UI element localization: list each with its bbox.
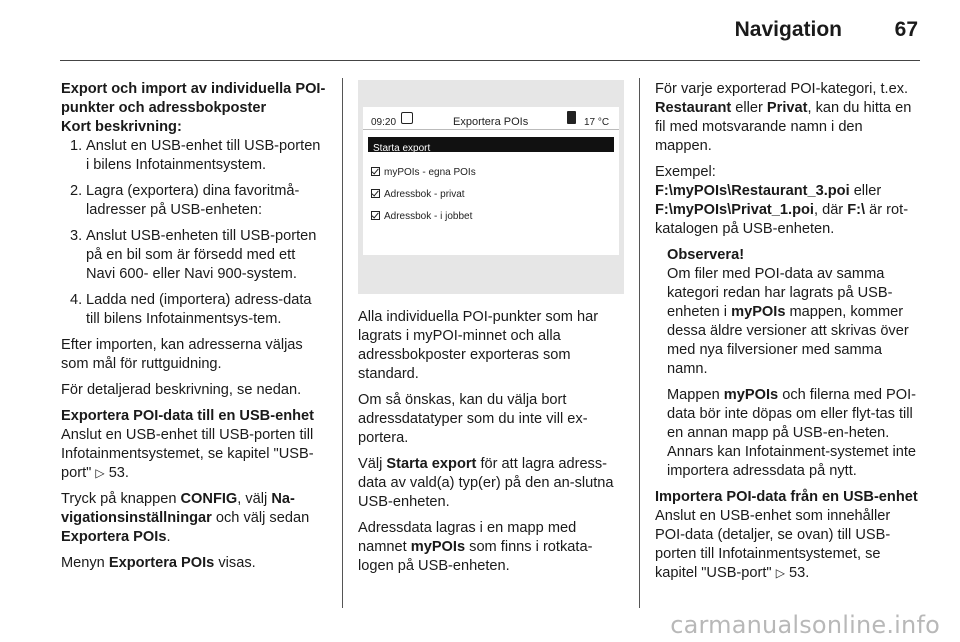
menu-item-address-work[interactable]: Adressbok - i jobbet xyxy=(371,207,472,226)
note-title: Observera! xyxy=(667,247,745,263)
steps-list xyxy=(61,137,326,329)
checkbox-checked-icon xyxy=(371,167,380,176)
paragraph: Alla individuella POI-punkter som har lagrats i myPOI-minnet och alla adressbokposter exporteras som standard. xyxy=(358,309,599,382)
page-reference[interactable]: 53. xyxy=(108,465,129,481)
page-number: 67 xyxy=(894,18,918,41)
column-left xyxy=(61,80,326,580)
infotainment-screen xyxy=(363,107,619,255)
page-reference[interactable]: 53. xyxy=(788,565,810,581)
menu-item-start-export[interactable]: Starta export xyxy=(368,137,614,152)
list-item: 3. Anslut USB-enheten till USB-porten på en bil som är försedd med ett Navi 600- eller Navi 900-system. xyxy=(70,228,317,282)
screen-status-bar xyxy=(363,107,619,130)
paragraph: Anslut en USB-enhet till USB-porten till Infotainmentsystemet, se kapitel "USB-port" ▷ 53. xyxy=(61,427,314,481)
section-title: Navigation xyxy=(734,18,842,41)
screen-title: Exportera POIs xyxy=(453,116,529,128)
paragraph: Mappen myPOIs och filerna med POI-data bör inte döpas om eller flyt-tas till en annan mapp på USB-en-heten. Annars kan Infotainment-systemet inte importera adressdata på nytt. xyxy=(667,387,917,479)
column-right xyxy=(655,80,923,590)
heading-import-usb: Importera POI-data från en USB-enhet xyxy=(655,489,918,505)
paragraph: Välj Starta export för att lagra adress-data av vald(a) typ(er) på den an-slutna USB-enheten. xyxy=(358,456,614,510)
list-item: 2. Lagra (exportera) dina favoritmå-ladresser på USB-enheten: xyxy=(70,183,300,218)
paragraph: Om filer med POI-data av samma kategori redan har lagrats på USB-enheten i myPOIs mappen, kommer dessa äldre versioner att skrivas över med nya filversioner med samma namn. xyxy=(667,266,909,377)
list-item: 1. Anslut en USB-enhet till USB-porten i bilens Infotainmentsystem. xyxy=(70,138,321,173)
column-divider xyxy=(342,78,343,608)
paragraph: Anslut en USB-enhet som innehåller POI-data (detaljer, se ovan) till USB-porten till Infotainmentsystemet, se kapitel "USB-port" ▷ 53. xyxy=(655,508,891,581)
clock-icon xyxy=(401,112,413,124)
page-reference-icon: ▷ xyxy=(95,466,105,480)
note-box xyxy=(655,246,923,481)
page-reference-icon: ▷ xyxy=(775,566,785,580)
heading-export-usb: Exportera POI-data till en USB-enhet xyxy=(61,408,315,424)
column-divider xyxy=(639,78,640,608)
paragraph: Efter importen, kan adresserna väljas som mål för ruttguidning. xyxy=(61,337,303,372)
paragraph: För detaljerad beskrivning, se nedan. xyxy=(61,382,302,398)
menu-item-address-private[interactable]: Adressbok - privat xyxy=(371,185,465,204)
paragraph: För varje exporterad POI-kategori, t.ex. Restaurant eller Privat, kan du hitta en fil med motsvarande namn i den mappen. xyxy=(655,81,912,154)
checkbox-checked-icon xyxy=(371,211,380,220)
paragraph: Om så önskas, kan du välja bort adressdatatyper som du inte vill ex-portera. xyxy=(358,392,588,446)
menu-item-mypois[interactable]: myPOIs - egna POIs xyxy=(371,163,476,182)
column-middle xyxy=(358,80,626,583)
screen-illustration xyxy=(358,80,624,294)
page-header xyxy=(0,0,960,62)
header-rule xyxy=(60,60,920,61)
phone-icon xyxy=(567,111,576,124)
watermark: carmanualsonline.info xyxy=(670,611,940,639)
heading-export-import: Export och import av individuella POI-punkter och adressbokposter xyxy=(61,81,326,116)
subheading-short-description: Kort beskrivning: xyxy=(61,119,182,135)
paragraph: Adressdata lagras i en mapp med namnet myPOIs som finns i rotkata-logen på USB-enheten. xyxy=(358,520,593,574)
checkbox-checked-icon xyxy=(371,189,380,198)
paragraph: Exempel: F:\myPOIs\Restaurant_3.poi eller F:\myPOIs\Privat_1.poi, där F:\ är rot-katalogen på USB-enheten. xyxy=(655,164,909,237)
screen-temperature: 17 °C xyxy=(584,117,610,128)
screen-clock: 09:20 xyxy=(371,117,397,128)
paragraph: Menyn Exportera POIs visas. xyxy=(61,555,256,571)
paragraph: Tryck på knappen CONFIG, välj Na-vigationsinställningar och välj sedan Exportera POIs. xyxy=(61,491,310,545)
list-item: 4. Ladda ned (importera) adress-data till bilens Infotainmentsys-tem. xyxy=(70,292,312,327)
